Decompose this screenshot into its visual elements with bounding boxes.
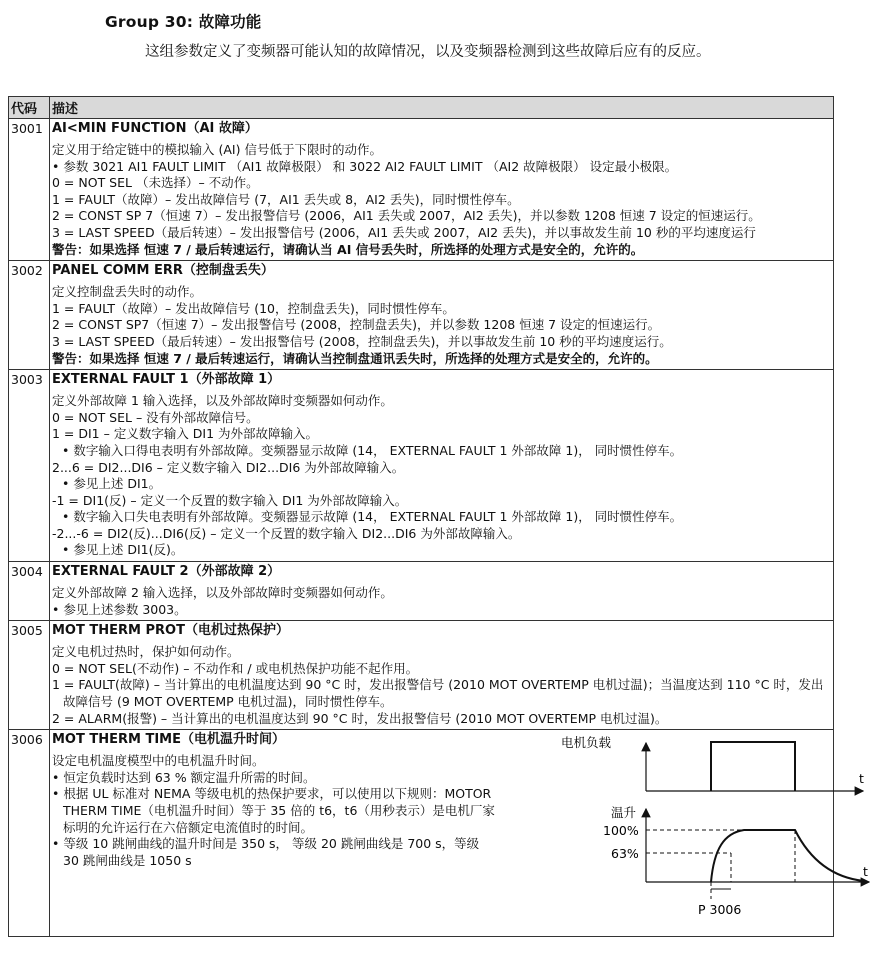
desc-line: 3 = LAST SPEED（最后转速）– 发出报警信号 (2008，控制盘丢失)，并以事故发生前 10 秒的平均速度运行。 bbox=[52, 333, 672, 349]
desc-line: • 恒定负载时达到 63 % 额定温升所需的时间。 bbox=[52, 769, 316, 785]
param-row-3002 bbox=[9, 261, 834, 370]
param-title: AI<MIN FUNCTION（AI 故障） bbox=[52, 121, 258, 136]
param-code: 3003 bbox=[9, 370, 50, 562]
param-row-3006 bbox=[9, 730, 834, 937]
group-intro: 这组参数定义了变频器可能认知的故障情况，以及变频器检测到这些故障后应有的反应。 bbox=[145, 44, 711, 60]
warning-text: 警告：如果选择 恒速 7 / 最后转速运行，请确认当控制盘通讯丢失时，所选择的处理方式是安全的，允许的。 bbox=[52, 350, 658, 366]
param-title: MOT THERM PROT（电机过热保护） bbox=[52, 623, 289, 639]
param-3006-label: P 3006 bbox=[698, 902, 742, 918]
thermal-time-graph bbox=[559, 729, 877, 919]
table-header-row bbox=[9, 97, 834, 119]
warning-text: 警告：如果选择 恒速 7 / 最后转速运行，请确认当 AI 信号丢失时，所选择的处理方式是安全的，允许的。 bbox=[52, 241, 644, 257]
desc-line: 0 = NOT SEL （未选择）– 不动作。 bbox=[52, 175, 259, 191]
param-code: 3004 bbox=[9, 562, 50, 621]
desc-line: • 数字输入口失电表明有外部故障。变频器显示故障 (14， EXTERNAL FAULT 1 外部故障 1)， 同时惯性停车。 bbox=[62, 509, 683, 525]
param-description bbox=[50, 370, 834, 562]
param-row-3004 bbox=[9, 562, 834, 621]
desc-line: 1 = FAULT（故障）– 发出故障信号 (7，AI1 丢失或 8，AI2 丢失)，同时惯性停车。 bbox=[52, 191, 520, 207]
desc-line: 0 = NOT SEL(不动作) – 不动作和 / 或电机热保护功能不起作用。 bbox=[52, 660, 419, 676]
t-label-top: t bbox=[859, 771, 864, 787]
desc-line: 定义控制盘丢失时的动作。 bbox=[52, 284, 203, 300]
param-description bbox=[50, 119, 834, 261]
desc-line: 1 = DI1 – 定义数字输入 DI1 为外部故障输入。 bbox=[52, 426, 319, 442]
desc-line: 2...6 = DI2...DI6 – 定义数字输入 DI2...DI6 为外部故障输入。 bbox=[52, 459, 405, 475]
desc-line: 1 = FAULT(故障) – 当计算出的电机温度达到 90 °C 时，发出报警信号 (2010 MOT OVERTEMP 电机过温)；当温度达到 110 °C 时，发出故障信号 (9 MOT OVERTEMP 电机过温)，同时惯性停车。 bbox=[52, 677, 824, 710]
param-description bbox=[50, 730, 868, 937]
param-code: 3002 bbox=[9, 261, 50, 370]
desc-line: • 数字输入口得电表明有外部故障。变频器显示故障 (14， EXTERNAL FAULT 1 外部故障 1)， 同时惯性停车。 bbox=[62, 442, 683, 458]
desc-line: • 根据 UL 标准对 NEMA 等级电机的热保护要求，可以使用以下规则：MOTOR THERM TIME（电机温升时间）等于 35 倍的 t6，t6（用秒表示）是电机厂家标明的允许运行在六倍额定电流值时的时间。 bbox=[52, 786, 495, 835]
desc-line: 2 = CONST SP7（恒速 7）– 发出报警信号 (2008，控制盘丢失)，并以参数 1208 恒速 7 设定的恒速运行。 bbox=[52, 317, 661, 333]
desc-line: -1 = DI1(反) – 定义一个反置的数字输入 DI1 为外部故障输入。 bbox=[52, 492, 408, 508]
desc-line: • 参见上述 DI1(反)。 bbox=[62, 542, 184, 558]
param-title: PANEL COMM ERR（控制盘丢失） bbox=[52, 263, 274, 279]
temp-label: 温升 bbox=[611, 805, 637, 821]
desc-line: 0 = NOT SEL – 没有外部故障信号。 bbox=[52, 409, 259, 425]
load-step-curve bbox=[711, 742, 795, 791]
desc-line: 3 = LAST SPEED（最后转速）– 发出报警信号 (2006，AI1 丢失或 2007，AI2 丢失)，并以事故发生前 10 秒的平均速度运行 bbox=[52, 224, 756, 240]
t-label-bottom: t bbox=[863, 864, 868, 880]
parameter-table bbox=[8, 96, 868, 937]
desc-line: 定义外部故障 2 输入选择，以及外部故障时变频器如何动作。 bbox=[52, 585, 393, 601]
level-63-label: 63% bbox=[611, 846, 639, 862]
desc-line: 1 = FAULT（故障）– 发出故障信号 (10，控制盘丢失)，同时惯性停车。 bbox=[52, 300, 455, 316]
param-row-3001 bbox=[9, 119, 834, 261]
desc-line: • 参数 3021 AI1 FAULT LIMIT （AI1 故障极限） 和 3022 AI2 FAULT LIMIT （AI2 故障极限） 设定最小极限。 bbox=[52, 158, 678, 174]
desc-line: 2 = CONST SP 7（恒速 7）– 发出报警信号 (2006，AI1 丢失或 2007，AI2 丢失)，并以参数 1208 恒速 7 设定的恒速运行。 bbox=[52, 208, 761, 224]
param-row-3003 bbox=[9, 370, 834, 562]
level-100-label: 100% bbox=[603, 823, 639, 839]
header-description: 描述 bbox=[50, 97, 834, 119]
param-description bbox=[50, 621, 834, 730]
desc-line: 定义外部故障 1 输入选择，以及外部故障时变频器如何动作。 bbox=[52, 393, 393, 409]
param-code: 3001 bbox=[9, 119, 50, 261]
param-description bbox=[50, 562, 834, 621]
desc-line: 2 = ALARM(报警) – 当计算出的电机温度达到 90 °C 时，发出报警信号 (2010 MOT OVERTEMP 电机过温)。 bbox=[52, 710, 668, 726]
desc-line: • 参见上述参数 3003。 bbox=[52, 601, 187, 617]
desc-line: 设定电机温度模型中的电机温升时间。 bbox=[52, 753, 265, 769]
param-title: EXTERNAL FAULT 1（外部故障 1） bbox=[52, 372, 281, 388]
load-label: 电机负载 bbox=[561, 735, 612, 751]
desc-line: -2...-6 = DI2(反)...DI6(反) – 定义一个反置的数字输入 DI2...DI6 为外部故障输入。 bbox=[52, 525, 521, 541]
param-code: 3005 bbox=[9, 621, 50, 730]
param-title: MOT THERM TIME（电机温升时间） bbox=[52, 732, 286, 748]
param-code: 3006 bbox=[9, 730, 50, 937]
desc-line: 定义用于给定链中的模拟输入 (AI) 信号低于下限时的动作。 bbox=[52, 142, 382, 157]
temp-rise-curve bbox=[711, 830, 864, 882]
param-description bbox=[50, 261, 834, 370]
desc-line: • 等级 10 跳闸曲线的温升时间是 350 s， 等级 20 跳闸曲线是 700 s，等级 30 跳闸曲线是 1050 s bbox=[52, 836, 480, 868]
param-title: EXTERNAL FAULT 2（外部故障 2） bbox=[52, 564, 281, 580]
desc-line: 定义电机过热时，保护如何动作。 bbox=[52, 644, 240, 660]
group-title: Group 30: 故障功能 bbox=[105, 13, 262, 31]
param-row-3005 bbox=[9, 621, 834, 730]
desc-line: • 参见上述 DI1。 bbox=[62, 476, 162, 492]
header-code: 代码 bbox=[9, 97, 50, 119]
